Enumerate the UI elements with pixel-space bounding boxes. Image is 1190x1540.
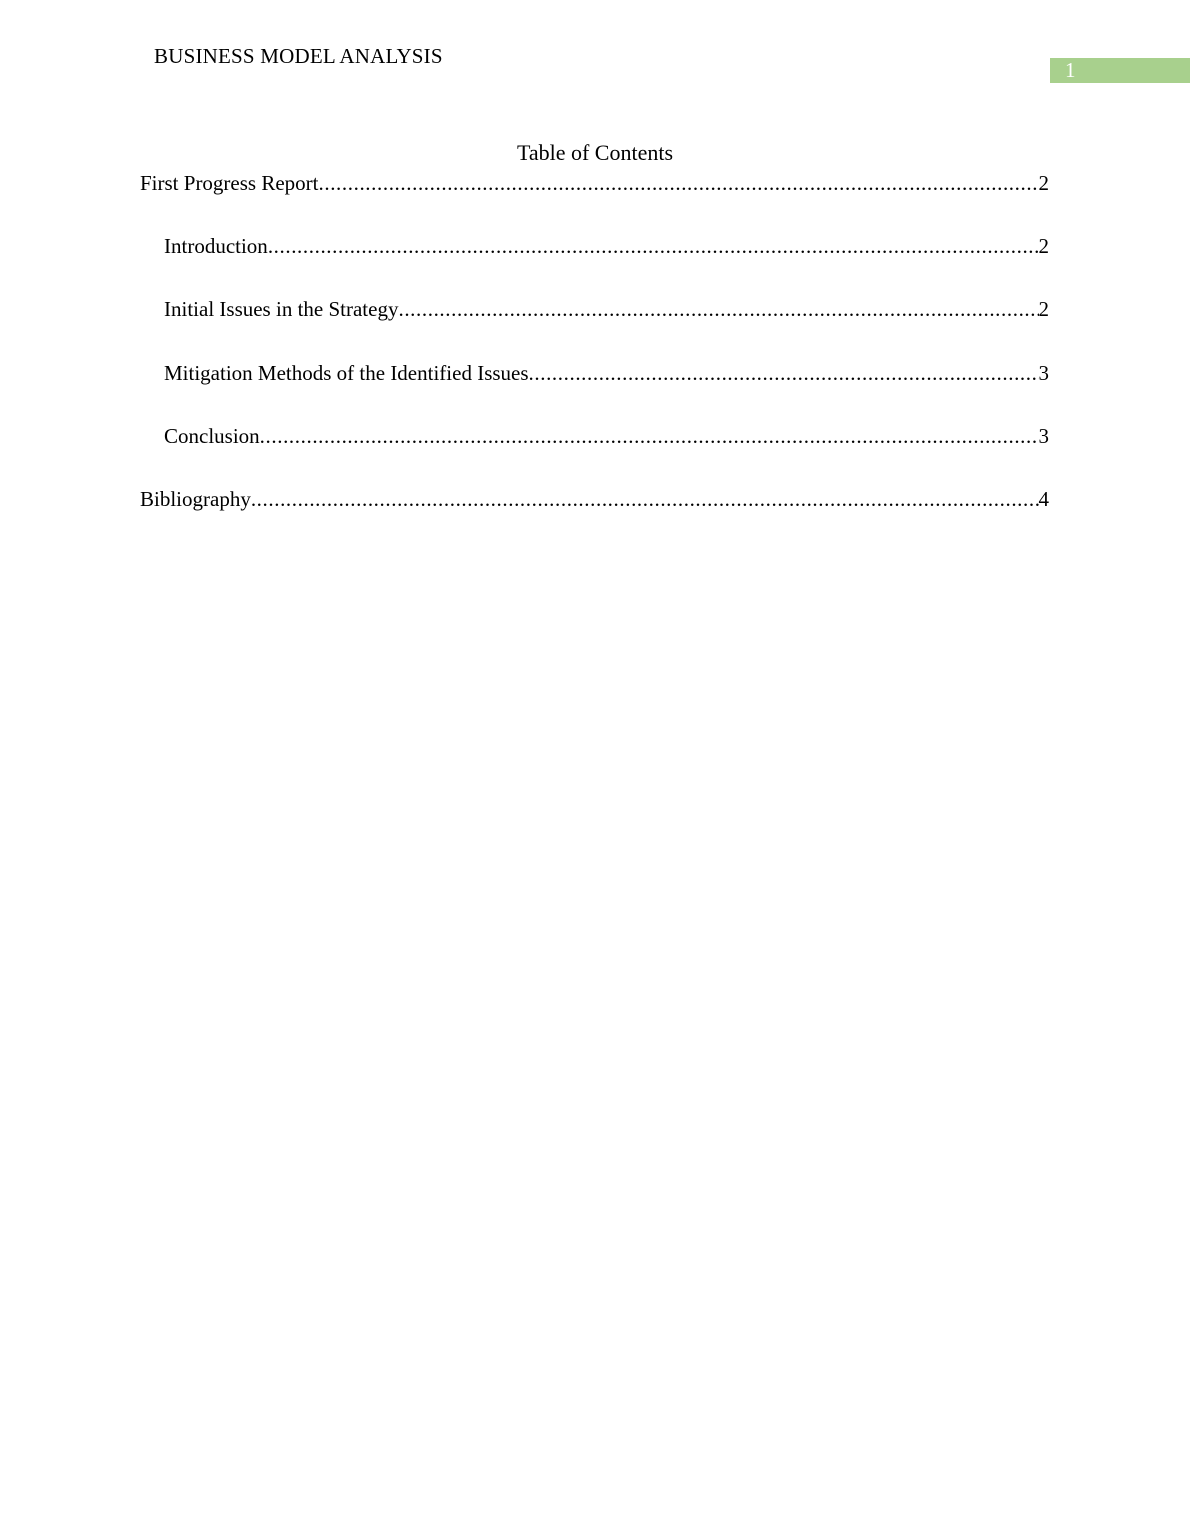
page-number: 1 [1065,58,1076,82]
toc-entry-label: Bibliography [140,487,251,511]
toc-entry-page: 3 [1038,424,1049,448]
toc-entry-initial-issues[interactable] [164,295,1049,323]
page-number-box [1050,58,1190,83]
toc-entry-page: 2 [1038,297,1049,321]
toc-entry-page: 2 [1038,234,1049,258]
toc-title: Table of Contents [516,140,674,165]
toc-entry-label: First Progress Report [140,171,319,195]
toc-entry-label: Conclusion [164,424,260,448]
toc-leader [529,359,1039,387]
toc-entry-introduction[interactable] [164,232,1049,260]
running-head: BUSINESS MODEL ANALYSIS [154,44,443,68]
toc-leader [398,295,1038,323]
toc-entry-label: Mitigation Methods of the Identified Issues [164,361,529,385]
toc-entry-label: Initial Issues in the Strategy [164,297,399,321]
toc-leader [268,232,1039,260]
toc-entry-page: 4 [1038,487,1049,511]
toc-entry-mitigation-methods[interactable] [164,359,1049,387]
toc-entry-first-progress-report[interactable] [140,169,1049,197]
toc-entry-page: 2 [1038,171,1049,195]
toc-entry-page: 3 [1038,361,1049,385]
toc-entry-conclusion[interactable] [164,422,1049,450]
toc-leader [319,169,1039,197]
toc-entry-bibliography[interactable] [140,485,1049,513]
toc-leader [251,485,1039,513]
toc-leader [260,422,1039,450]
toc-entry-label: Introduction [164,234,268,258]
